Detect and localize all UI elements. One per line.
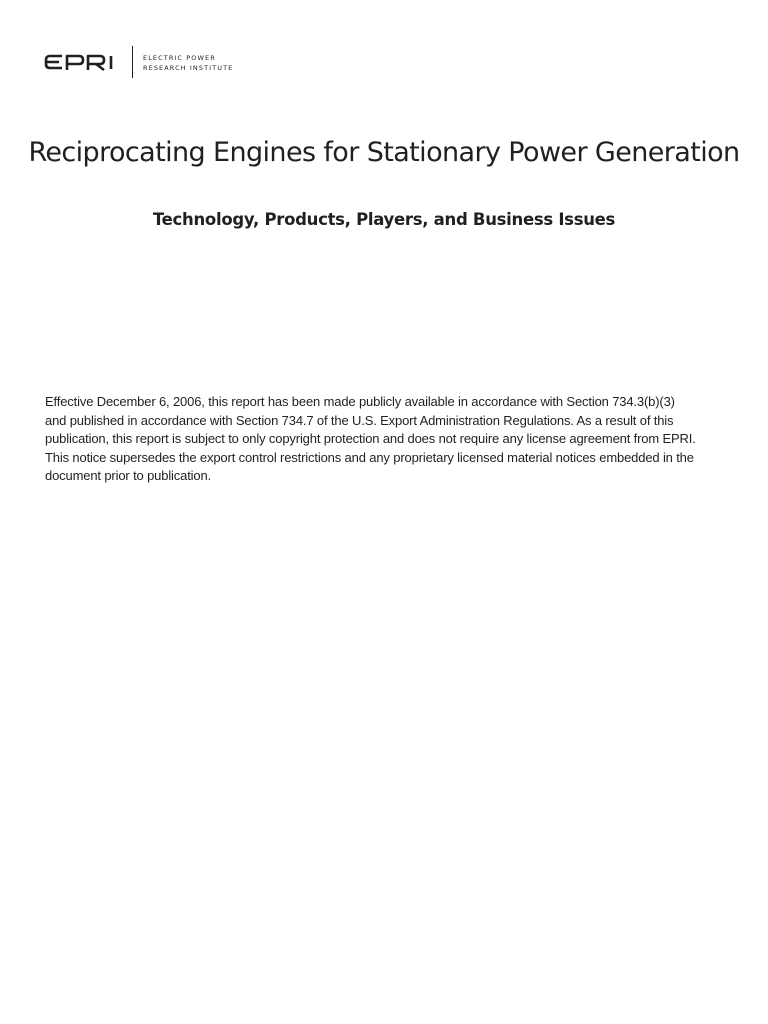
notice-line: and published in accordance with Section 734.7 of the U.S. Export Administration Regulations. As a result of this — [45, 412, 674, 428]
logo-divider — [132, 46, 133, 78]
logo-line-1: ELECTRIC POWER — [143, 53, 216, 62]
logo-text — [143, 53, 233, 73]
epri-wordmark-logo — [44, 52, 126, 72]
logo-line-2: RESEARCH INSTITUTE — [143, 63, 234, 72]
epri-logo — [44, 46, 233, 78]
publication-notice — [45, 393, 735, 486]
notice-line: Effective December 6, 2006, this report has been made publicly available in accordance with Section 734.3(b)(3) — [45, 394, 675, 409]
notice-line: document prior to publication. — [45, 468, 212, 483]
notice-line: publication, this report is subject to only copyright protection and does not require any license agreement from EPRI. — [45, 431, 696, 446]
notice-line: This notice supersedes the export control restrictions and any proprietary licensed material notices embedded in the — [45, 449, 694, 465]
document-subtitle: Technology, Products, Players, and Business Issues — [152, 210, 616, 229]
document-title: Reciprocating Engines for Stationary Power Generation — [28, 137, 740, 168]
